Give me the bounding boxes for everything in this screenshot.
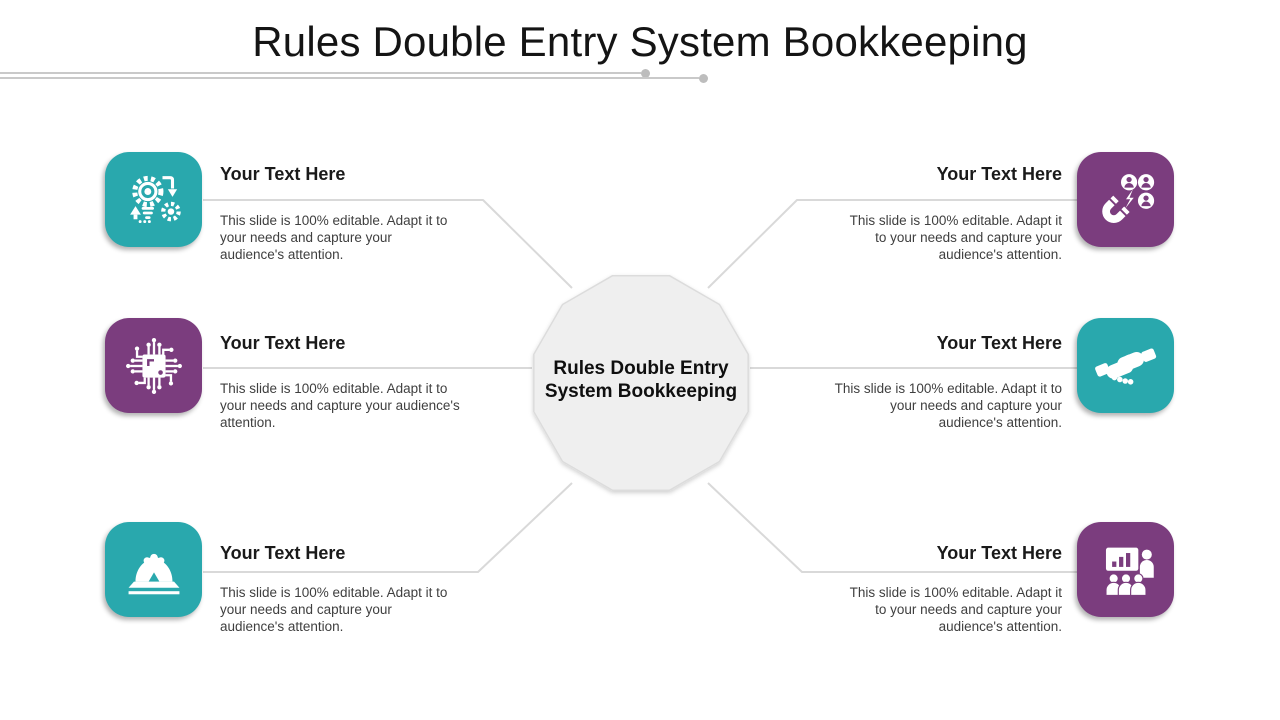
item-body-bottom-left: This slide is 100% editable. Adapt it to your needs and capture your audience's attention. [220,585,448,634]
icon-tile-top-left [105,152,202,247]
slide-title: Rules Double Entry System Bookkeeping [252,18,1028,65]
item-heading-top-left: Your Text Here [220,164,346,184]
icon-tile-top-right [1077,152,1174,247]
magnet-attraction-icon [1089,163,1163,237]
center-title-line1: Rules Double Entry [553,358,729,379]
presentation-audience-icon [1089,533,1163,607]
icon-tile-bottom-left [105,522,202,617]
item-heading-bottom-left: Your Text Here [220,543,346,563]
item-heading-middle-right: Your Text Here [936,333,1062,353]
center-title [531,357,751,403]
item-body-top-left: This slide is 100% editable. Adapt it to your needs and capture your audience's attention. [220,213,448,262]
unity-hands-icon [117,533,191,607]
item-heading-bottom-right: Your Text Here [936,543,1062,563]
item-heading-top-right: Your Text Here [936,164,1062,184]
item-heading-middle-left: Your Text Here [220,333,346,353]
icon-tile-bottom-right [1077,522,1174,617]
item-body-top-right: This slide is 100% editable. Adapt it to your needs and capture your audience's attention. [849,213,1062,262]
microchip-icon [117,329,191,403]
item-body-middle-right: This slide is 100% editable. Adapt it to your needs and capture your audience's attention. [834,381,1062,430]
center-title-line2: System Bookkeeping [544,381,738,402]
item-body-bottom-right: This slide is 100% editable. Adapt it to your needs and capture your audience's attention. [849,585,1062,634]
icon-tile-middle-left [105,318,202,413]
idea-process-icon [117,163,191,237]
handshake-icon [1089,329,1163,403]
item-body-middle-left: This slide is 100% editable. Adapt it to your needs and capture your audience's attention. [220,381,460,430]
icon-tile-middle-right [1077,318,1174,413]
